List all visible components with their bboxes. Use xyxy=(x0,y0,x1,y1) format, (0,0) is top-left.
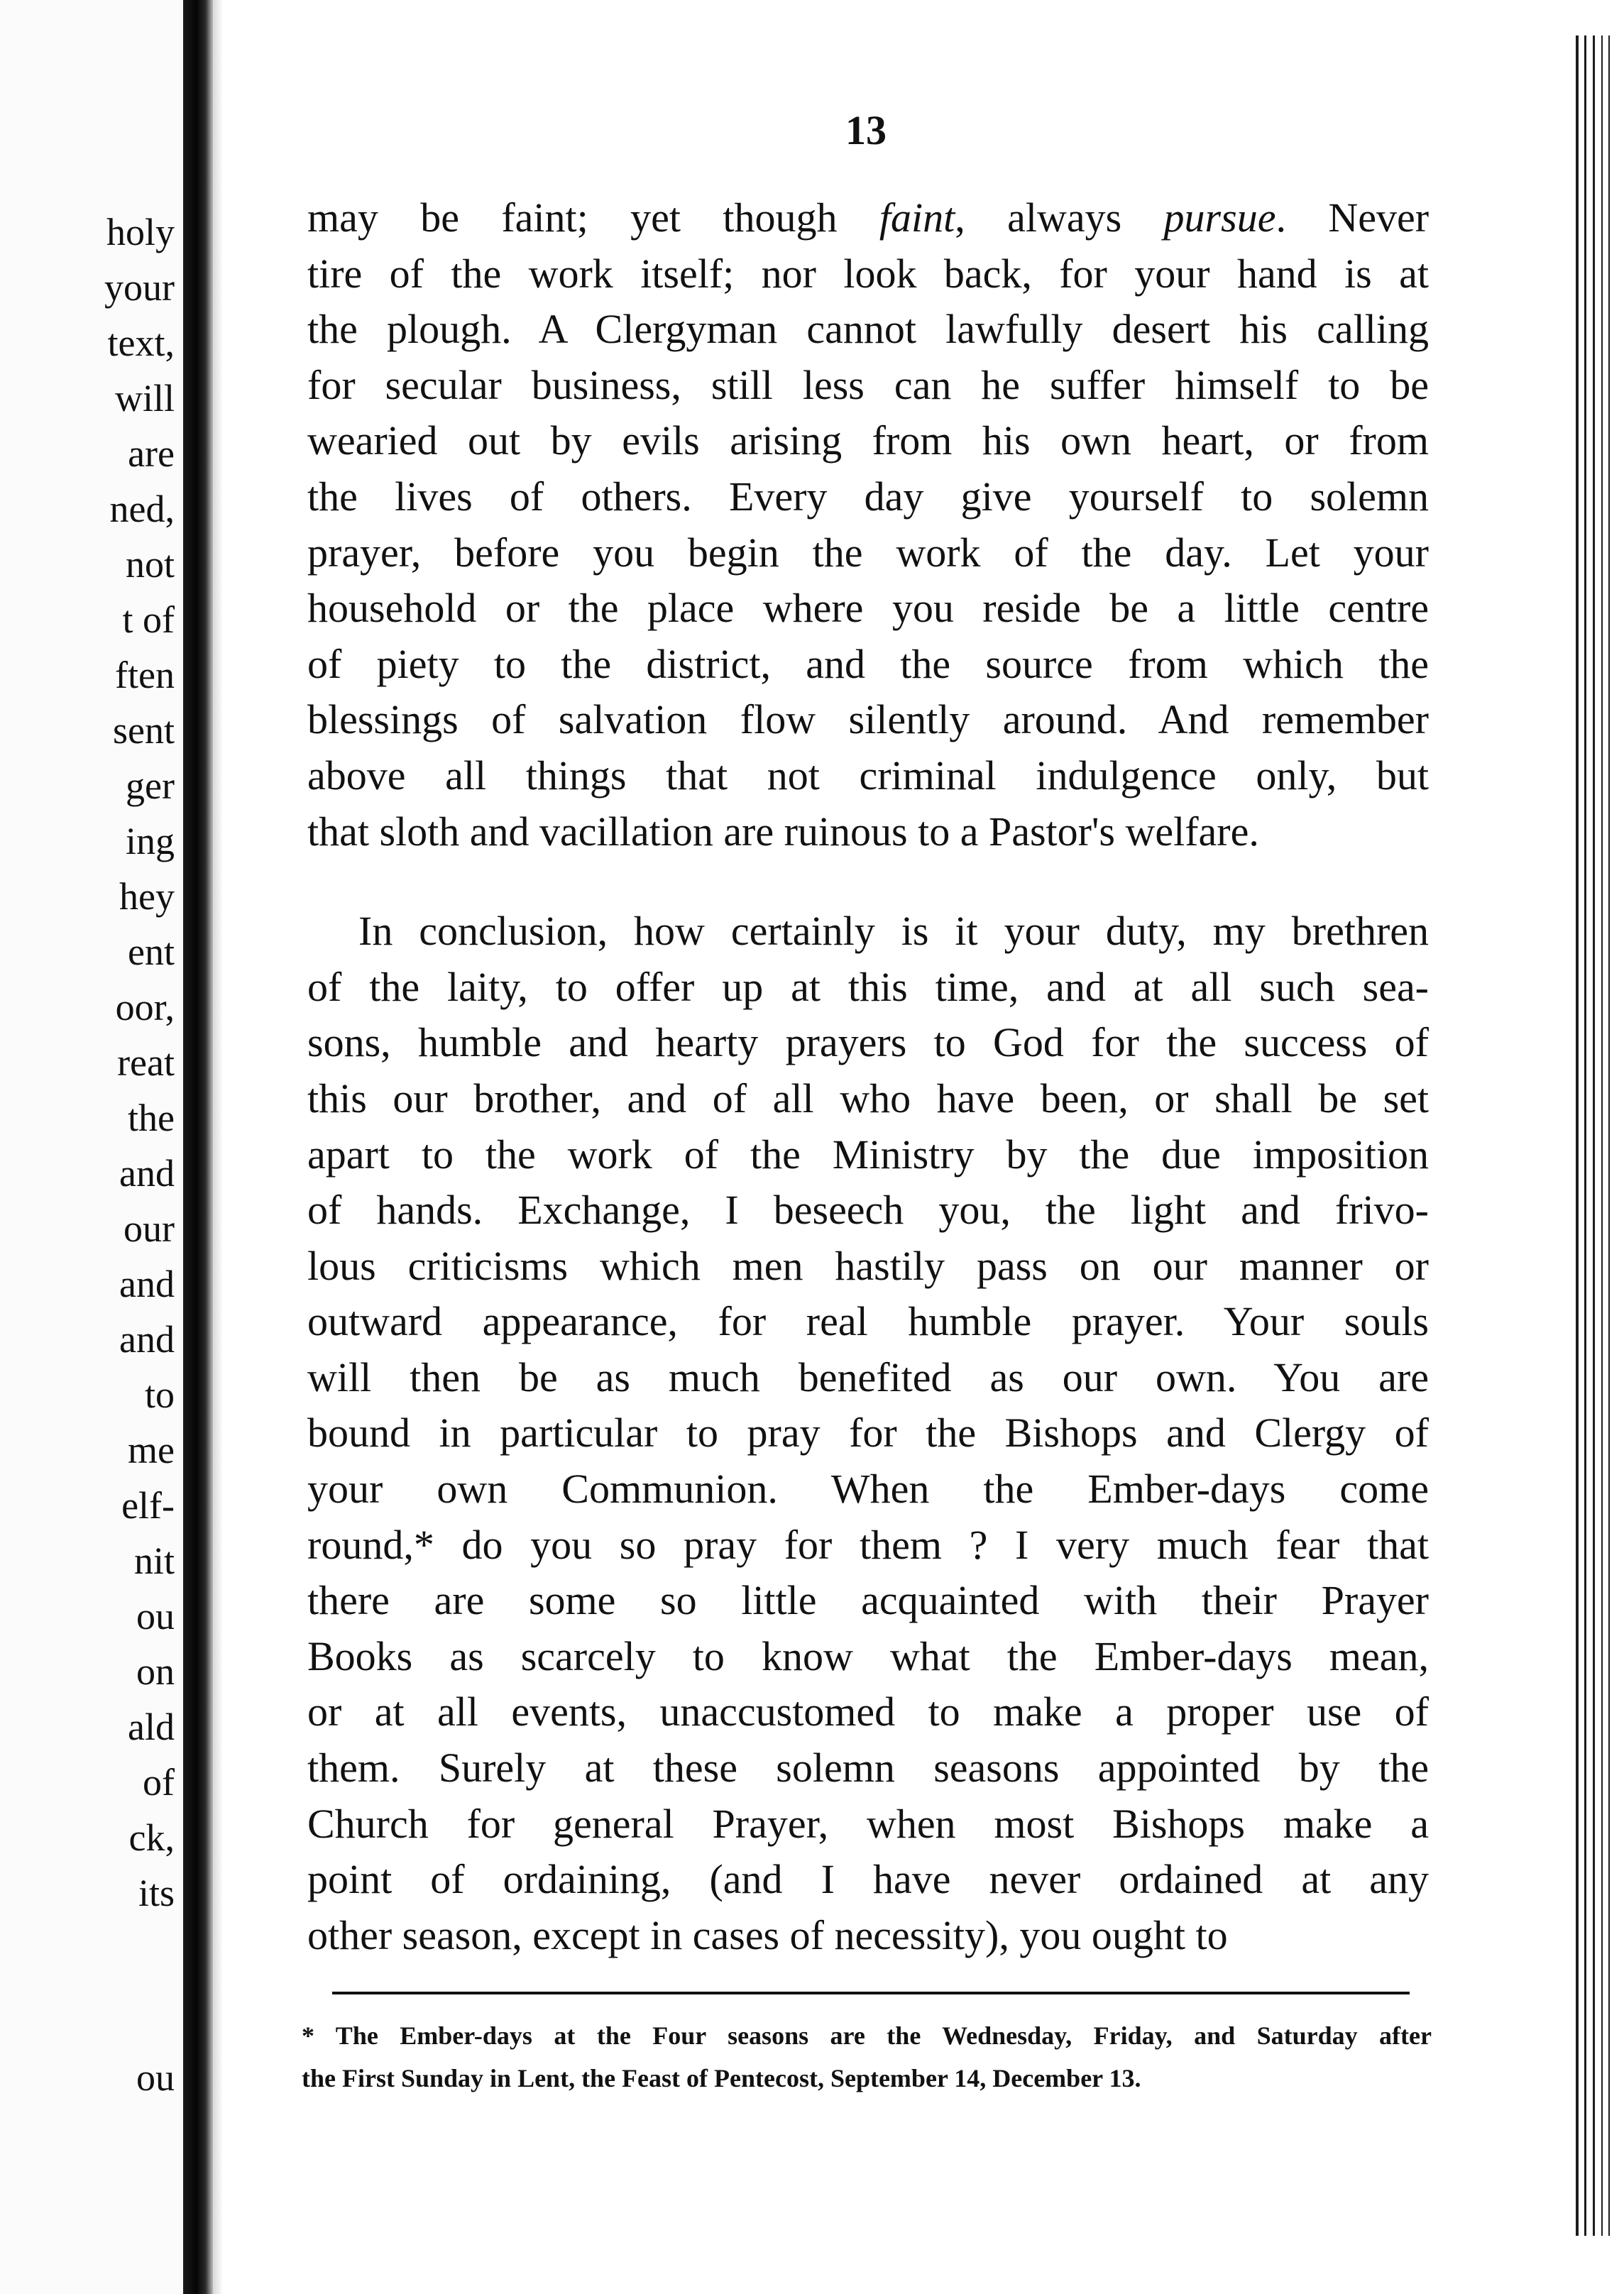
page-edge-line xyxy=(1593,35,1595,2236)
left-page-word: ou xyxy=(136,1595,175,1637)
page-edge-line xyxy=(1576,35,1579,2236)
left-page-word: ou xyxy=(136,2056,175,2099)
text-line: wearied out by evils arising from his own heart, or from xyxy=(307,417,1429,464)
left-page-word: and xyxy=(119,1318,175,1361)
gutter-shadow xyxy=(213,0,223,2294)
left-page-word: ften xyxy=(115,654,175,696)
text-line: tire of the work itself; nor look back, for your hand is at xyxy=(307,250,1429,297)
page-number: 13 xyxy=(845,107,887,153)
footnote xyxy=(302,2014,1432,2100)
text-line: * The Ember-days at the Four seasons are the Wednesday, Friday, and Saturday after xyxy=(302,2021,1432,2050)
text-line: outward appearance, for real humble prayer. Your souls xyxy=(307,1298,1429,1345)
left-page-word: ing xyxy=(125,820,175,862)
left-page-word: holy xyxy=(106,211,175,253)
text-line: above all things that not criminal indulgence only, but xyxy=(307,752,1429,798)
text-line: may be faint; yet though faint, always pursue. Never xyxy=(307,194,1430,241)
book-gutter xyxy=(183,0,213,2294)
text-line: the plough. A Clergyman cannot lawfully desert his calling xyxy=(307,306,1429,353)
paragraph-1 xyxy=(307,190,1429,860)
left-page-word: ger xyxy=(126,764,175,807)
left-page-word: reat xyxy=(117,1041,175,1084)
left-page-word: its xyxy=(138,1872,175,1914)
left-page-word: on xyxy=(136,1650,175,1693)
left-page-word: me xyxy=(128,1429,175,1471)
left-page-fragment xyxy=(0,0,183,2294)
left-page-word: ald xyxy=(128,1706,175,1748)
text-line: of piety to the district, and the source from which the xyxy=(307,640,1429,687)
text-line: round,* do you so pray for them ? I very much fear that xyxy=(307,1521,1429,1568)
text-line: Books as scarcely to know what the Ember-days mean, xyxy=(307,1632,1429,1679)
text-line: apart to the work of the Ministry by the due imposition xyxy=(307,1131,1429,1178)
page-edge-line xyxy=(1584,35,1586,2236)
text-line: In conclusion, how certainly is it your duty, my brethren xyxy=(358,908,1429,955)
text-line: Church for general Prayer, when most Bishops make a xyxy=(307,1800,1429,1847)
page-edges xyxy=(1569,0,1624,2294)
text-line: household or the place where you reside be a little centre xyxy=(307,585,1429,632)
page-edge-line xyxy=(1608,35,1610,2236)
text-line: there are some so little acquainted with their Prayer xyxy=(307,1577,1429,1624)
left-page-word: nit xyxy=(133,1540,175,1582)
text-line: lous criticisms which men hastily pass on our manner or xyxy=(307,1242,1429,1289)
left-page-word: to xyxy=(144,1373,175,1416)
text-line: or at all events, unaccustomed to make a proper use of xyxy=(307,1689,1429,1735)
page-edge-line xyxy=(1601,35,1603,2236)
text-line: them. Surely at these solemn seasons appointed by the xyxy=(307,1745,1429,1791)
left-page-word: the xyxy=(128,1097,175,1139)
text-line: for secular business, still less can he suffer himself to be xyxy=(307,361,1429,408)
text-line: this our brother, and of all who have been, or shall be set xyxy=(307,1075,1429,1121)
paragraph-2 xyxy=(307,904,1429,1963)
text-line: bound in particular to pray for the Bishops and Clergy of xyxy=(307,1410,1429,1456)
left-page-word: and xyxy=(119,1263,175,1305)
text-line: the First Sunday in Lent, the Feast of Pentecost, September 14, December 13. xyxy=(302,2064,1141,2092)
left-page-word: of xyxy=(143,1761,175,1804)
left-page-word: your xyxy=(104,266,175,309)
left-page-word: hey xyxy=(119,875,175,918)
left-page-word: elf- xyxy=(121,1484,175,1527)
text-line: will then be as much benefited as our own. You are xyxy=(307,1354,1429,1400)
text-line: sons, humble and hearty prayers to God for the success of xyxy=(307,1019,1429,1066)
text-line: of the laity, to offer up at this time, and at all such sea- xyxy=(307,963,1429,1010)
body-text xyxy=(307,190,1429,1963)
text-line: other season, except in cases of necessity), you ought to xyxy=(307,1911,1228,1958)
text-line: your own Communion. When the Ember-days come xyxy=(307,1466,1429,1513)
left-page-word: oor, xyxy=(115,986,175,1028)
text-line: point of ordaining, (and I have never ordained at any xyxy=(307,1856,1429,1903)
paragraph-gap xyxy=(307,860,1429,904)
left-page-word: sent xyxy=(113,709,175,752)
left-page-word: are xyxy=(128,432,175,475)
text-line: of hands. Exchange, I beseech you, the light and frivo- xyxy=(307,1187,1429,1234)
left-page-word: and xyxy=(119,1152,175,1195)
left-page-word: text, xyxy=(107,322,175,364)
text-line: blessings of salvation flow silently around. And remember xyxy=(307,696,1429,743)
left-page-word: will xyxy=(114,377,175,419)
text-line: that sloth and vacillation are ruinous to a Pastor's welfare. xyxy=(307,808,1259,855)
text-line: prayer, before you begin the work of the day. Let your xyxy=(307,529,1429,576)
left-page-word: not xyxy=(125,543,175,586)
left-page-word: our xyxy=(124,1207,175,1250)
text-line: the lives of others. Every day give yourself to solemn xyxy=(307,473,1429,520)
footnote-rule xyxy=(332,1992,1410,1994)
left-page-word: ent xyxy=(128,931,175,973)
left-page-word: ck, xyxy=(128,1816,175,1859)
left-page-word: t of xyxy=(122,598,175,641)
left-page-word: ned, xyxy=(109,488,175,530)
